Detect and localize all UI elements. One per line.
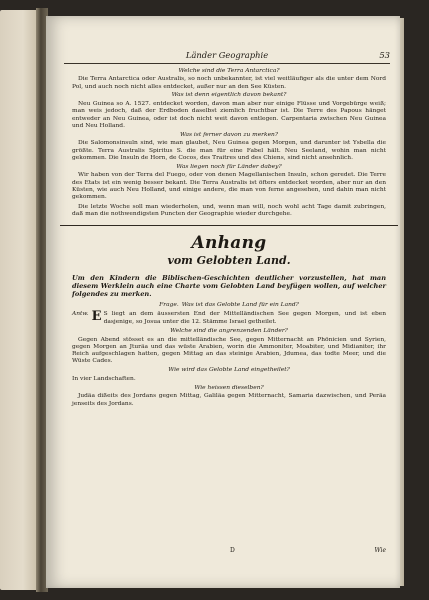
book-page (46, 16, 400, 588)
catchword: Wie (374, 547, 386, 554)
question: Was liegen noch für Länder dabey? (176, 163, 282, 170)
answer: Die Terra Antarctica oder Australis, so noch unbekannter, ist viel weitläufiger als die unter dem Nord Pol, und auch noch nicht alles entdecket, außer nur an den See Küsten. (72, 76, 386, 90)
answer: S liegt an dem äussersten End der Mittelländischen See gegen Morgen, und ist eben dasjenige, so Josua unter die 12. Stämme Israel getheilet. (103, 311, 386, 325)
answer: Wir haben von der Terra del Fuego, oder von denen Magellanischen Insuln, schon geredet. Die Terre des Etats ist ein wenig besser bekant. Die Terra Australis ist öfters entdecket worden, aber nur an den Küsten, wie auch Neu Holland, und einige andere, die man von ferne angesehen, und dahin man nicht gekommen. (72, 172, 386, 200)
appendix-intro: Um den Kindern die Biblischen-Geschichten deutlicher vorzustellen, hat man diesem Werklein auch eine Charte vom Gelobten Land beyfügen wollen, auf welcher folgendes zu merken. (72, 273, 386, 299)
answer: Judäa dißeits des Jordans gegen Mittag, Galiläa gegen Mitternacht, Samaria dazwischen, und Peräa jenseits des Jordans. (72, 393, 386, 407)
question: Was ist ferner davon zu merken? (179, 131, 279, 138)
signature-mark: D (230, 547, 235, 554)
question: Wie heissen dieselben? (194, 384, 264, 391)
qa-row (72, 311, 386, 325)
running-header (64, 50, 390, 62)
answer: Die Salomonsinsuln sind, wie man glaubet, Neu Guinea gegen Morgen, und darunter ist Ysbella die größte. Terra Australis Spiritus S. die man für eine Fabel hält. Neu Seeland, wohin man nicht gekommen. Die Insuln de Horn, de Cocos, des Traitres und des Chiens, sind nicht ansehnlich. (72, 140, 386, 161)
geography-section (72, 68, 386, 219)
question: Wie wird das Gelobte Land eingetheilet? (168, 367, 290, 374)
answer: In vier Landschaften. (72, 375, 136, 382)
qa-row (72, 302, 386, 309)
left-page-edge (0, 10, 38, 590)
answer: Gegen Abend stösset es an die mittelländische See, gegen Mitternacht an Phönicien und Syrien, gegen Morgen an Jturäa und das wüste Arabien, worin die Ammoniter, Moabiter, und Midianiter, ihr Reich aufgeschlagen hatten, gegen Mittag an das steinige Arabien, Jdumea, das todte Meer, und die Wüste Cades. (72, 336, 386, 365)
header-rule (64, 63, 390, 64)
running-title: Länder Geographie (185, 50, 269, 60)
section-divider (60, 225, 398, 226)
question: Was ist denn eigentlich davon bekant? (171, 92, 287, 99)
appendix-title: Anhang (191, 232, 267, 253)
question: Welche sind die angrenzenden Länder? (170, 327, 288, 334)
drop-cap: E (91, 309, 102, 325)
qa-label: Frage. (159, 302, 179, 309)
page-body (72, 66, 386, 409)
appendix-subtitle: vom Gelobten Land. (167, 253, 291, 267)
appendix-section (72, 232, 386, 408)
qa-label: Antw. (72, 311, 89, 318)
closing-paragraph: Die letzte Woche soll man wiederholen, und, wenn man will, noch wohl acht Tage damit zubringen, daß man die nothwendigsten Puncten der Geographie wieder durchgehe. (72, 204, 386, 218)
question: Welche sind die Terra Antarctica? (178, 67, 280, 74)
answer: Neu Guinea so A. 1527. entdecket worden, davon man aber nur einige Flüsse und Vorgebürge weiß; man weis jedoch, daß der Erdboden daselbst ziemlich fruchtbar ist. Die Terre des Papous hänget entweder an Neu Guinea, oder ist doch nicht weit davon entlegen. Carpentaria zwischen Neu Guinea und Neu Holland. (72, 101, 386, 129)
question: Was ist das Gelobte Land für ein Land? (181, 302, 299, 309)
page-number: 53 (379, 50, 390, 60)
